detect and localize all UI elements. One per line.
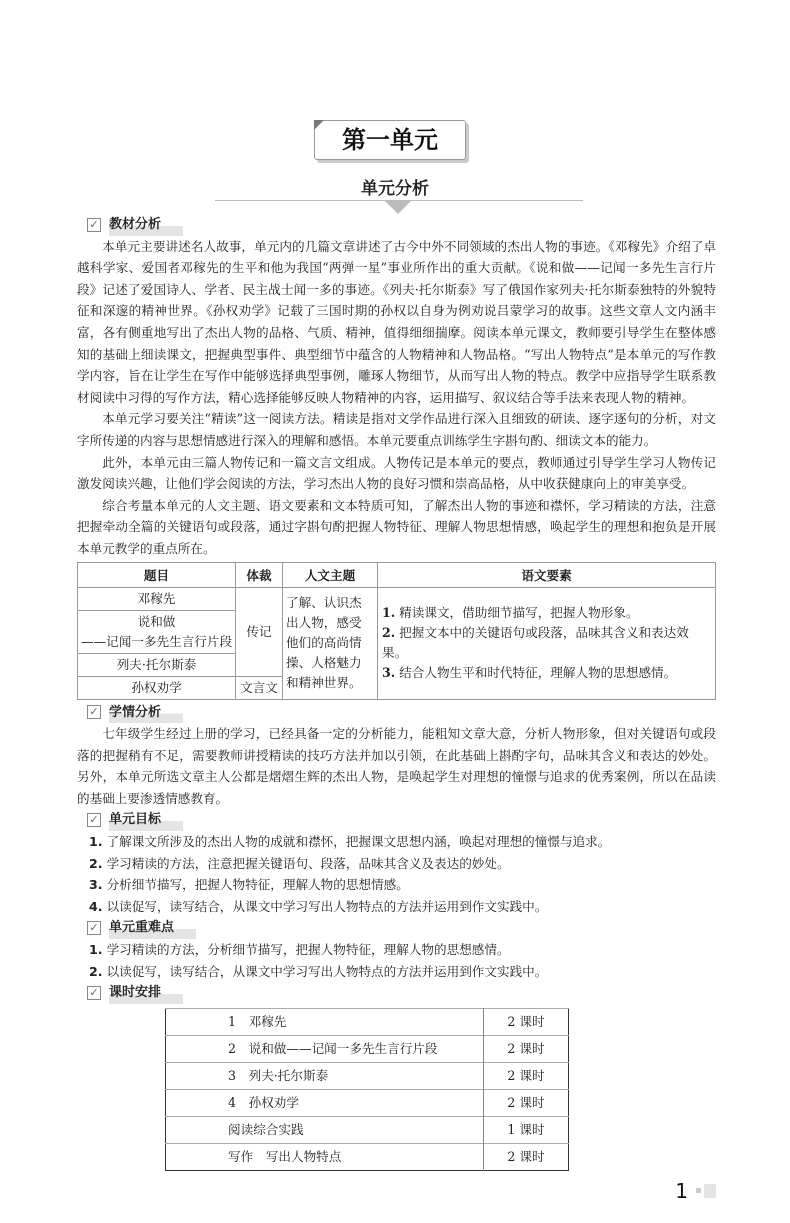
theme-cell: 了解、认识杰出人物，感受他们的高尚情操、人格魅力和精神世界。: [283, 587, 378, 699]
section-header-mubiao: [87, 809, 716, 831]
item-text: 学习精读的方法，分析细节描写，把握人物特征，理解人物的思想感情。: [106, 942, 510, 958]
section-label: 单元重难点: [109, 917, 196, 939]
lesson-title: [78, 610, 236, 653]
lesson-title: 孙权劝学: [78, 676, 236, 699]
item-text: 以读促写，读写结合，从课文中学习写出人物特点的方法并运用到作文实践中。: [106, 963, 548, 979]
genre-cell: 文言文: [236, 676, 283, 699]
lesson-cell: 阅读综合实践: [166, 1116, 484, 1143]
page-number-decoration: [696, 1188, 701, 1193]
lesson-cell: 4 孙权劝学: [166, 1089, 484, 1116]
item-number: 2.: [382, 625, 396, 640]
item-text: 结合人物生平和时代特征，理解人物的思想感情。: [399, 665, 677, 680]
item-number: 1.: [382, 605, 396, 620]
list-item: [77, 853, 716, 875]
page-number: 1: [675, 1178, 688, 1203]
hours-cell: 2 课时: [484, 1008, 569, 1035]
table-header-row: [78, 562, 716, 587]
item-number: 2.: [89, 963, 103, 979]
section-title: 单元分析: [361, 179, 429, 199]
list-item: [77, 896, 716, 918]
section-header-keshi: [87, 982, 716, 1004]
paragraph: 七年级学生经过上册的学习，已经具备一定的分析能力，能粗知文章大意，分析人物形象，但对关键语句或段落的把握稍有不足，需要教师讲授精读的技巧方法并加以引领，在此基础上斟酌字句，品味其含义和表达的妙处。另外，本单元所选文章主人公都是熠熠生辉的杰出人物，是唤起学生对理想的憧憬与追求的优秀案例，所以在品读的基础上要渗透情感教育。: [77, 726, 716, 806]
hours-cell: 1 课时: [484, 1116, 569, 1143]
hours-cell: 2 课时: [484, 1143, 569, 1170]
unit-title: 第一单元: [314, 120, 466, 160]
element-item: [382, 663, 711, 683]
section-label: 学情分析: [109, 702, 183, 724]
item-text: 分析细节描写，把握人物特征，理解人物的思想情感。: [106, 877, 409, 893]
lesson-title-main: 说和做: [137, 613, 176, 629]
page-number-decoration: [704, 1184, 716, 1198]
lesson-cell: 写作 写出人物特点: [166, 1143, 484, 1170]
item-number: 3.: [382, 665, 396, 680]
paragraph: 本单元主要讲述名人故事，单元内的几篇文章讲述了古今中外不同领域的杰出人物的事迹。《邓稼先》介绍了卓越科学家、爱国者邓稼先的生平和他为我国“两弹一星”事业所作出的重大贡献。《说和做——记闻一多先生言行片段》记述了爱国诗人、学者、民主战士闻一多的事迹。《列夫·托尔斯泰》写了俄国作家列夫·托尔斯泰独特的外貌特征和深邃的精神世界。《孙权劝学》记载了三国时期的孙权以自身为例劝说吕蒙学习的故事。这些文章人文内涵丰富，各有侧重地写出了杰出人物的品格、气质、精神，值得细细揣摩。阅读本单元课文，教师要引导学生在整体感知的基础上细读课文，把握典型事件、典型细节中蕴含的人物精神和人物品格。“写出人物特点”是本单元的写作教学内容，旨在让学生在写作中能够选择典型事例，雕琢人物细节，从而写出人物的特点。教学中应指导学生联系教材阅读中习得的写作方法，精心选择能够反映人物精神的内容，运用描写、叙议结合等手法来表现人物的精神。: [77, 238, 716, 405]
paragraph: 此外，本单元由三篇人物传记和一篇文言文组成。人物传记是本单元的要点，教师通过引导学生学习人物传记激发阅读兴趣，让他们学会阅读的方法，学习杰出人物的良好习惯和崇高品格，从中收获健康向上的审美享受。: [77, 454, 716, 492]
checkbox-icon: ✓: [87, 813, 101, 827]
table-row: [166, 1035, 569, 1062]
lesson-title: 邓稼先: [78, 587, 236, 610]
lesson-cell: 2 说和做——记闻一多先生言行片段: [166, 1035, 484, 1062]
column-header: 语文要素: [378, 562, 716, 587]
page-content: [77, 0, 716, 1223]
item-text: 精读课文，借助细节描写，把握人物形象。: [399, 605, 639, 620]
paragraph: 本单元学习要关注“精读”这一阅读方法。精读是指对文学作品进行深入且细致的研读、逐字逐句的分析，对文字所传递的内容与思想情感进行深入的理解和感悟。本单元要重点训练学生字斟句酌、细读文本的能力。: [77, 411, 716, 448]
element-item: [382, 603, 711, 623]
item-text: 学习精读的方法，注意把握关键语句、段落，品味其含义及表达的妙处。: [106, 855, 510, 871]
list-item: [77, 874, 716, 896]
section-header-jiaocai: [87, 214, 716, 236]
item-number: 2.: [89, 855, 103, 871]
genre-cell: 传记: [236, 587, 283, 676]
schedule-table: [165, 1008, 569, 1171]
lesson-subtitle: ——记闻一多先生言行片段: [80, 633, 233, 649]
table-row: [166, 1116, 569, 1143]
list-item: [77, 831, 716, 853]
item-number: 1.: [89, 834, 103, 850]
elements-cell: [378, 587, 716, 699]
item-number: 4.: [89, 898, 103, 914]
column-header: 体裁: [236, 562, 283, 587]
table-row: [166, 1008, 569, 1035]
item-text: 了解课文所涉及的杰出人物的成就和襟怀，把握课文思想内涵，唤起对理想的憧憬与追求。: [106, 834, 611, 850]
table-row: [166, 1143, 569, 1170]
list-item: [77, 961, 716, 983]
unit-overview-table: [77, 562, 716, 700]
hours-cell: 2 课时: [484, 1035, 569, 1062]
hours-cell: 2 课时: [484, 1062, 569, 1089]
checkbox-icon: ✓: [87, 986, 101, 1000]
column-header: 人文主题: [283, 562, 378, 587]
table-row: [78, 587, 716, 610]
element-item: [382, 623, 711, 663]
checkbox-icon: ✓: [87, 921, 101, 935]
checkbox-icon: ✓: [87, 218, 101, 232]
paragraph: 综合考量本单元的人文主题、语文要素和文本特质可知，了解杰出人物的事迹和襟怀，学习精读的方法，注意把握牵动全篇的关键语句或段落，通过字斟句酌把握人物特征、理解人物思想情感，唤起学生的理想和抱负是开展本单元教学的重点所在。: [77, 497, 716, 556]
table-row: [166, 1089, 569, 1116]
checkbox-icon: ✓: [87, 705, 101, 719]
lesson-cell: 3 列夫·托尔斯泰: [166, 1062, 484, 1089]
item-text: 把握文本中的关键语句或段落，品味其含义和表达效果。: [382, 625, 689, 660]
item-number: 3.: [89, 877, 103, 893]
section-label: 单元目标: [109, 809, 183, 831]
table-row: [166, 1062, 569, 1089]
column-header: 题目: [78, 562, 236, 587]
hours-cell: 2 课时: [484, 1089, 569, 1116]
section-label: 教材分析: [109, 214, 183, 236]
list-item: [77, 939, 716, 961]
item-number: 1.: [89, 942, 103, 958]
item-text: 以读促写，读写结合，从课文中学习写出人物特点的方法并运用到作文实践中。: [106, 898, 548, 914]
page-footer: [77, 1179, 716, 1203]
section-header-xueqing: [87, 702, 716, 724]
section-header-zhongnan: [87, 917, 716, 939]
lesson-title: 列夫·托尔斯泰: [78, 653, 236, 676]
section-label: 课时安排: [109, 982, 183, 1004]
lesson-cell: 1 邓稼先: [166, 1008, 484, 1035]
